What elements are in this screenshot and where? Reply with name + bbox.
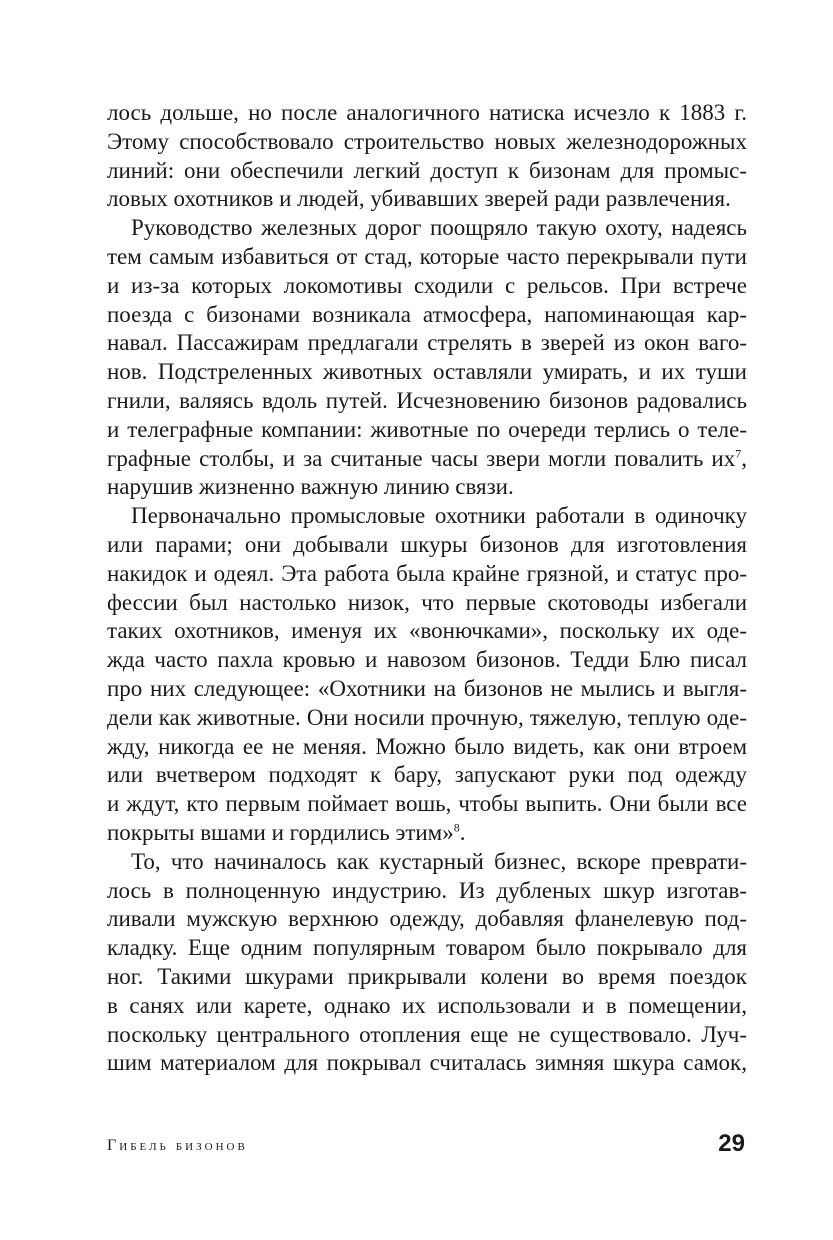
text-line-content: навал. Пассажирам предлагали стрелять в зверей из окон ваго-	[107, 330, 747, 356]
text-line-content: ливали мужскую верхнюю одежду, добавляя фланелевую под-	[107, 906, 747, 932]
text-line	[107, 531, 747, 560]
text-line	[107, 646, 747, 675]
text-line-content: или вчетвером подходят к бару, запускают руки под одежду	[107, 762, 747, 788]
text-line-content: про них следующее: «Охотники на бизонов не мылись и выгля-	[107, 675, 747, 701]
text-line-content: и телеграфные компании: животные по очереди терлись о теле-	[107, 416, 747, 442]
page-number: 29	[718, 1130, 745, 1157]
body-text	[107, 99, 747, 1078]
text-line	[107, 617, 747, 646]
text-line	[107, 214, 747, 243]
text-line	[107, 704, 747, 733]
text-line	[107, 877, 747, 906]
footnote-ref: 8	[453, 820, 460, 835]
text-line-content: линий: они обеспечили легкий доступ к бизонам для промыс-	[107, 157, 747, 183]
running-title: Гибель бизонов	[107, 1137, 248, 1154]
trailing-punctuation: .	[459, 819, 466, 845]
text-line	[107, 301, 747, 330]
text-line	[107, 819, 747, 848]
text-line	[107, 1049, 747, 1078]
text-line-content: Этому способствовало строительство новых железнодорожных	[107, 128, 747, 154]
text-line-content: накидок и одеял. Эта работа была крайне грязной, и статус про-	[107, 560, 747, 586]
text-line-content: поскольку центрального отопления еще не существовало. Луч-	[107, 1021, 747, 1047]
text-line	[107, 992, 747, 1021]
text-line	[107, 358, 747, 387]
text-line	[107, 589, 747, 618]
text-line-content: ловых охотников и людей, убивавших зверей ради развлечения.	[107, 186, 731, 212]
text-line-content: в санях или карете, однако их использовали и в помещении,	[107, 992, 747, 1018]
text-line	[107, 473, 747, 502]
text-line-content: нарушив жизненно важную линию связи.	[107, 474, 514, 500]
text-line-content: дели как животные. Они носили прочную, тяжелую, теплую оде-	[107, 704, 747, 730]
text-line	[107, 157, 747, 186]
text-line	[107, 99, 747, 128]
text-line-content: жду, никогда ее не меняя. Можно было видеть, как они втроем	[107, 733, 747, 759]
text-line-content: гнили, валяясь вдоль путей. Исчезновению бизонов радовались	[107, 387, 747, 413]
text-line	[107, 790, 747, 819]
text-line-content: графные столбы, и за считаные часы звери могли повалить их	[107, 445, 736, 471]
text-line-content: лось в полноценную индустрию. Из дубленых шкур изготав-	[107, 877, 747, 903]
text-line-content: покрыты вшами и гордились этим»	[107, 819, 454, 845]
footnote-ref: 7	[735, 445, 742, 460]
text-line-content: Руководство железных дорог поощряло такую охоту, надеясь	[131, 215, 747, 241]
text-line	[107, 675, 747, 704]
text-line	[107, 1021, 747, 1050]
text-line-content: шим материалом для покрывал считалась зимняя шкура самок,	[107, 1050, 747, 1076]
text-line-content: нов. Подстреленных животных оставляли умирать, и их туши	[107, 359, 747, 385]
text-line-content: поезда с бизонами возникала атмосфера, напоминающая кар-	[107, 301, 747, 327]
text-line-content: фессии был настолько низок, что первые скотоводы избегали	[107, 589, 747, 615]
text-line	[107, 934, 747, 963]
text-line	[107, 416, 747, 445]
text-line	[107, 761, 747, 790]
text-line	[107, 963, 747, 992]
text-line	[107, 905, 747, 934]
text-line	[107, 128, 747, 157]
text-line-content: и ждут, кто первым поймает вошь, чтобы выпить. Они были все	[107, 791, 747, 817]
trailing-punctuation: ,	[741, 445, 747, 471]
text-line-content: лось дольше, но после аналогичного натиска исчезло к 1883 г.	[107, 100, 747, 125]
text-line	[107, 560, 747, 589]
text-line-content: То, что начиналось как кустарный бизнес, вскоре преврати-	[131, 848, 747, 874]
text-line	[107, 272, 747, 301]
text-line-content: жда часто пахла кровью и навозом бизонов. Тедди Блю писал	[107, 647, 747, 673]
text-line-content: кладку. Еще одним популярным товаром было покрывало для	[107, 935, 747, 961]
text-line-content: или парами; они добывали шкуры бизонов для изготовления	[107, 531, 747, 557]
text-line	[107, 185, 747, 214]
text-line-content: тем самым избавиться от стад, которые часто перекрывали пути	[107, 243, 747, 269]
text-line-content: и из-за которых локомотивы сходили с рельсов. При встрече	[107, 272, 747, 298]
text-line	[107, 329, 747, 358]
text-line-content: таких охотников, именуя их «вонючками», поскольку их оде-	[107, 618, 747, 644]
text-line	[107, 733, 747, 762]
text-line-content: ног. Такими шкурами прикрывали колени во время поездок	[107, 963, 747, 989]
text-line	[107, 445, 747, 474]
text-line	[107, 387, 747, 416]
text-line	[107, 243, 747, 272]
text-line-content: Первоначально промысловые охотники работали в одиночку	[131, 503, 747, 529]
text-line	[107, 502, 747, 531]
text-line	[107, 848, 747, 877]
